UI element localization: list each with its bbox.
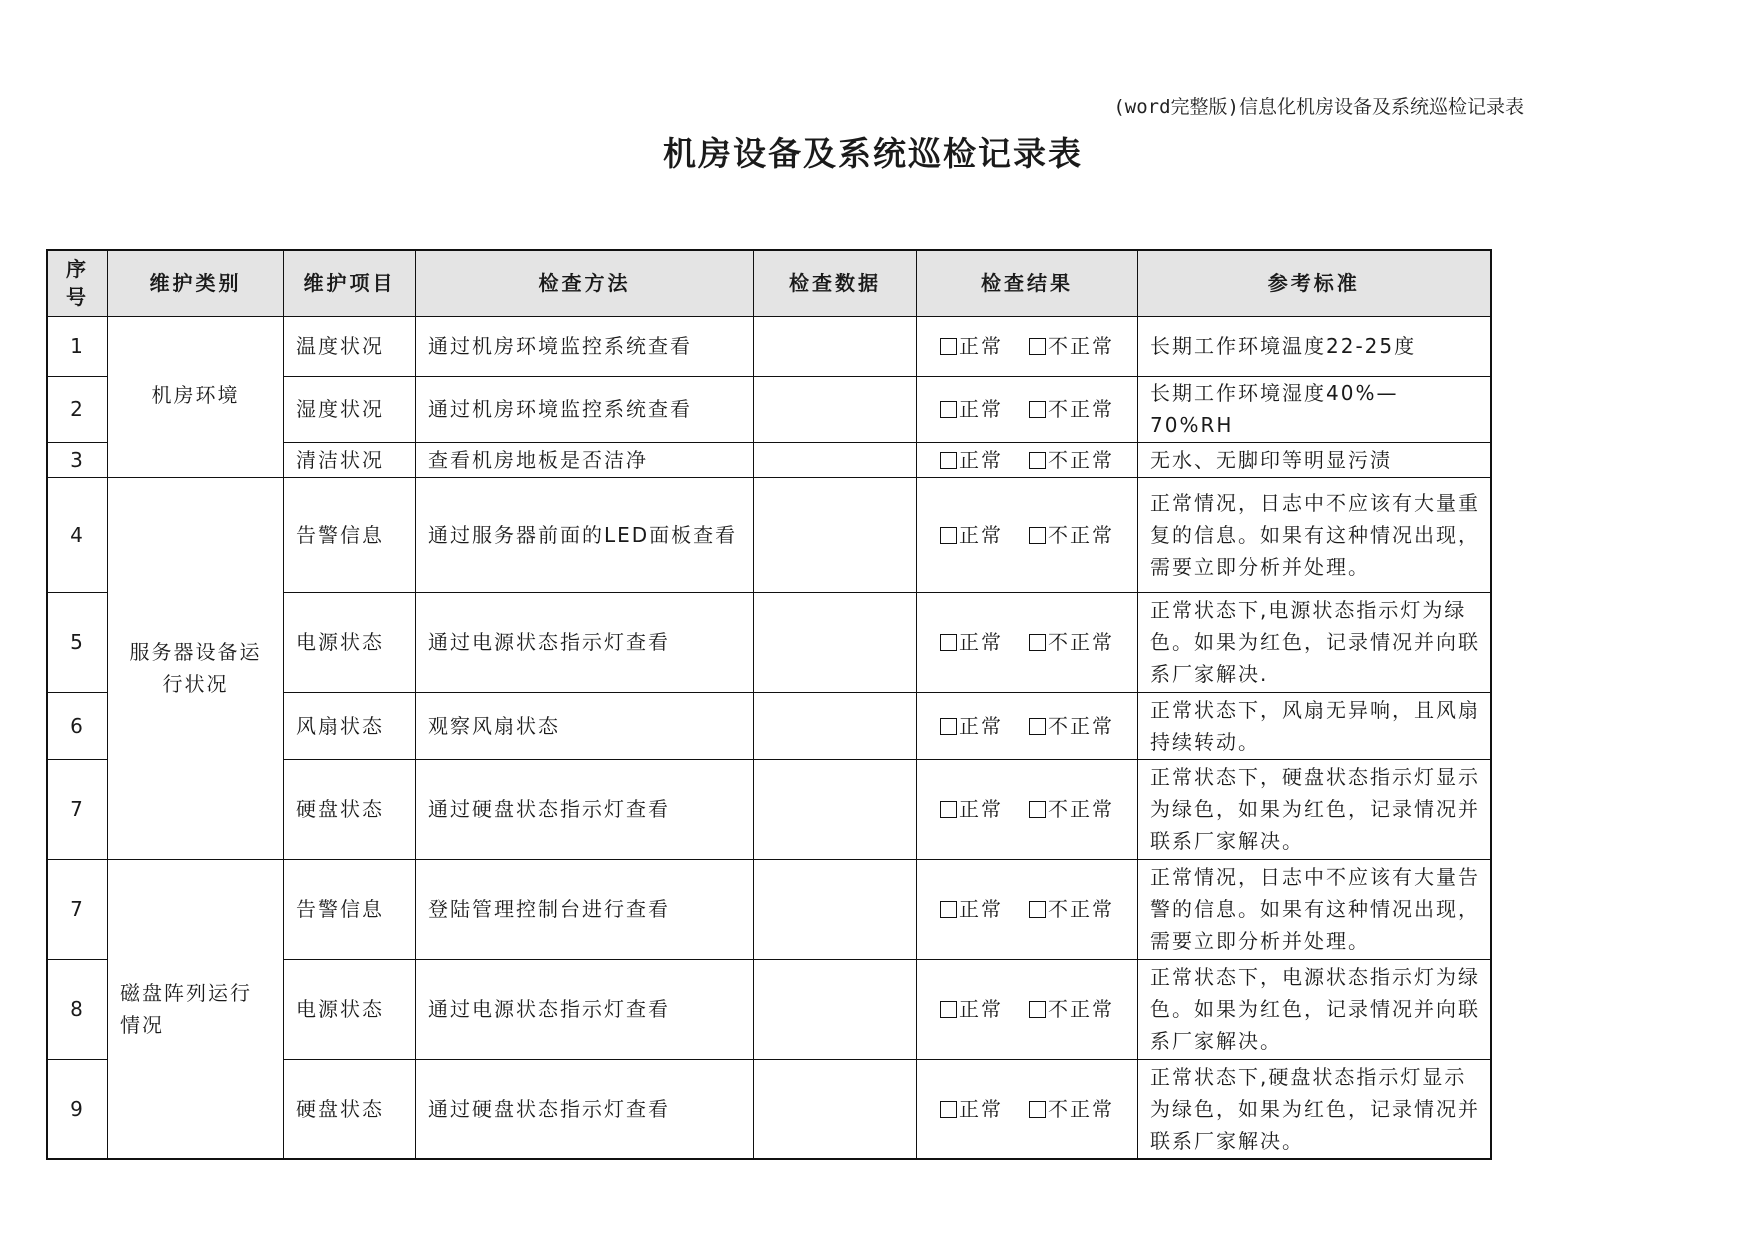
result-normal-option[interactable] (940, 334, 1003, 358)
option-label: 正常 (959, 522, 1003, 547)
check-method: 通过电源状态指示灯查看 (416, 959, 754, 1059)
document-title: 机房设备及系统巡检记录表 (663, 134, 1083, 173)
option-label: 正常 (959, 447, 1003, 472)
column-header-method: 检查方法 (416, 250, 754, 316)
checkbox-icon[interactable] (1029, 1001, 1046, 1018)
maintenance-item: 电源状态 (284, 959, 416, 1059)
checkbox-icon[interactable] (940, 1101, 957, 1118)
reference-standard: 正常状态下，电源状态指示灯为绿色。如果为红色，记录情况并向联系厂家解决。 (1138, 959, 1491, 1059)
result-normal-option[interactable] (940, 630, 1003, 654)
result-abnormal-option[interactable] (1029, 397, 1114, 421)
check-method: 登陆管理控制台进行查看 (416, 859, 754, 959)
row-number: 7 (47, 859, 108, 959)
check-result (917, 859, 1138, 959)
checkbox-icon[interactable] (1029, 527, 1046, 544)
column-header-no: 序号 (47, 250, 108, 316)
result-abnormal-option[interactable] (1029, 1097, 1114, 1121)
result-normal-option[interactable] (940, 797, 1003, 821)
checkbox-icon[interactable] (1029, 452, 1046, 469)
check-result (917, 376, 1138, 442)
check-method: 通过机房环境监控系统查看 (416, 316, 754, 376)
table-row (47, 316, 1491, 376)
check-data-field[interactable] (754, 592, 917, 692)
checkbox-icon[interactable] (940, 401, 957, 418)
column-header-result: 检查结果 (917, 250, 1138, 316)
checkbox-icon[interactable] (940, 338, 957, 355)
reference-standard: 正常情况，日志中不应该有大量重复的信息。如果有这种情况出现，需要立即分析并处理。 (1138, 477, 1491, 592)
check-result (917, 316, 1138, 376)
result-abnormal-option[interactable] (1029, 897, 1114, 921)
check-data-field[interactable] (754, 477, 917, 592)
row-number: 4 (47, 477, 108, 592)
maintenance-item: 湿度状况 (284, 376, 416, 442)
check-result (917, 692, 1138, 759)
result-abnormal-option[interactable] (1029, 714, 1114, 738)
maintenance-item: 硬盘状态 (284, 1059, 416, 1159)
maintenance-category: 磁盘阵列运行情况 (108, 859, 284, 1159)
checkbox-icon[interactable] (940, 452, 957, 469)
row-number: 1 (47, 316, 108, 376)
row-number: 5 (47, 592, 108, 692)
result-abnormal-option[interactable] (1029, 997, 1114, 1021)
check-method: 通过硬盘状态指示灯查看 (416, 759, 754, 859)
result-normal-option[interactable] (940, 714, 1003, 738)
column-header-standard: 参考标准 (1138, 250, 1491, 316)
check-method: 通过服务器前面的LED面板查看 (416, 477, 754, 592)
maintenance-item: 电源状态 (284, 592, 416, 692)
reference-standard: 正常状态下，硬盘状态指示灯显示为绿色，如果为红色，记录情况并联系厂家解决。 (1138, 759, 1491, 859)
maintenance-category: 服务器设备运行状况 (108, 477, 284, 859)
option-label: 正常 (959, 897, 1003, 921)
check-method: 查看机房地板是否洁净 (416, 442, 754, 477)
option-label: 不正常 (1048, 797, 1114, 821)
option-label: 正常 (959, 334, 1003, 358)
checkbox-icon[interactable] (940, 527, 957, 544)
maintenance-item: 硬盘状态 (284, 759, 416, 859)
column-header-item: 维护项目 (284, 250, 416, 316)
option-label: 不正常 (1048, 997, 1114, 1021)
option-label: 不正常 (1048, 897, 1114, 921)
check-data-field[interactable] (754, 442, 917, 477)
check-result (917, 959, 1138, 1059)
result-normal-option[interactable] (940, 523, 1003, 547)
result-abnormal-option[interactable] (1029, 523, 1114, 547)
checkbox-icon[interactable] (1029, 401, 1046, 418)
result-abnormal-option[interactable] (1029, 797, 1114, 821)
result-normal-option[interactable] (940, 997, 1003, 1021)
column-header-category: 维护类别 (108, 250, 284, 316)
maintenance-item: 告警信息 (284, 477, 416, 592)
result-normal-option[interactable] (940, 448, 1003, 472)
option-label: 不正常 (1048, 630, 1114, 654)
table-row (47, 859, 1491, 959)
result-normal-option[interactable] (940, 1097, 1003, 1121)
result-abnormal-option[interactable] (1029, 448, 1114, 472)
checkbox-icon[interactable] (1029, 634, 1046, 651)
row-number: 7 (47, 759, 108, 859)
option-label: 不正常 (1048, 447, 1114, 472)
row-number: 2 (47, 376, 108, 442)
option-label: 不正常 (1048, 334, 1114, 358)
option-label: 正常 (959, 997, 1003, 1021)
maintenance-category: 机房环境 (108, 316, 284, 477)
reference-standard: 正常状态下,硬盘状态指示灯显示为绿色，如果为红色，记录情况并联系厂家解决。 (1138, 1059, 1491, 1159)
check-data-field[interactable] (754, 759, 917, 859)
row-number: 6 (47, 692, 108, 759)
row-number: 8 (47, 959, 108, 1059)
reference-standard: 无水、无脚印等明显污渍 (1138, 442, 1491, 477)
checkbox-icon[interactable] (940, 801, 957, 818)
checkbox-icon[interactable] (940, 718, 957, 735)
checkbox-icon[interactable] (940, 901, 957, 918)
checkbox-icon[interactable] (940, 1001, 957, 1018)
checkbox-icon[interactable] (1029, 338, 1046, 355)
row-number: 3 (47, 442, 108, 477)
option-label: 不正常 (1048, 522, 1114, 547)
reference-standard: 长期工作环境温度22-25度 (1138, 316, 1491, 376)
option-label: 正常 (959, 397, 1003, 421)
reference-standard: 正常状态下,电源状态指示灯为绿色。如果为红色，记录情况并向联系厂家解决. (1138, 592, 1491, 692)
check-result (917, 477, 1138, 592)
check-method: 通过电源状态指示灯查看 (416, 592, 754, 692)
option-label: 正常 (959, 630, 1003, 654)
check-method: 观察风扇状态 (416, 692, 754, 759)
check-data-field[interactable] (754, 376, 917, 442)
check-data-field[interactable] (754, 959, 917, 1059)
check-data-field[interactable] (754, 1059, 917, 1159)
maintenance-item: 清洁状况 (284, 442, 416, 477)
option-label: 不正常 (1048, 397, 1114, 421)
result-normal-option[interactable] (940, 397, 1003, 421)
result-normal-option[interactable] (940, 897, 1003, 921)
maintenance-item: 温度状况 (284, 316, 416, 376)
inspection-table (46, 249, 1492, 1160)
checkbox-icon[interactable] (1029, 718, 1046, 735)
maintenance-item: 风扇状态 (284, 692, 416, 759)
result-abnormal-option[interactable] (1029, 630, 1114, 654)
option-label: 正常 (959, 797, 1003, 821)
table-row (47, 477, 1491, 592)
checkbox-icon[interactable] (1029, 901, 1046, 918)
check-result (917, 1059, 1138, 1159)
option-label: 正常 (959, 1096, 1003, 1121)
option-label: 不正常 (1048, 713, 1114, 738)
check-data-field[interactable] (754, 859, 917, 959)
check-data-field[interactable] (754, 316, 917, 376)
result-abnormal-option[interactable] (1029, 334, 1114, 358)
option-label: 正常 (959, 713, 1003, 738)
reference-standard: 正常状态下，风扇无异响，且风扇持续转动。 (1138, 692, 1491, 759)
check-method: 通过机房环境监控系统查看 (416, 376, 754, 442)
running-header: (word完整版)信息化机房设备及系统巡检记录表 (1113, 96, 1524, 118)
option-label: 不正常 (1048, 1096, 1114, 1121)
check-result (917, 592, 1138, 692)
maintenance-item: 告警信息 (284, 859, 416, 959)
check-method: 通过硬盘状态指示灯查看 (416, 1059, 754, 1159)
reference-standard: 正常情况，日志中不应该有大量告警的信息。如果有这种情况出现，需要立即分析并处理。 (1138, 859, 1491, 959)
checkbox-icon[interactable] (1029, 801, 1046, 818)
check-data-field[interactable] (754, 692, 917, 759)
reference-standard: 长期工作环境湿度40%—70%RH (1138, 376, 1491, 442)
checkbox-icon[interactable] (1029, 1101, 1046, 1118)
row-number: 9 (47, 1059, 108, 1159)
column-header-data: 检查数据 (754, 250, 917, 316)
check-result (917, 759, 1138, 859)
check-result (917, 442, 1138, 477)
checkbox-icon[interactable] (940, 634, 957, 651)
